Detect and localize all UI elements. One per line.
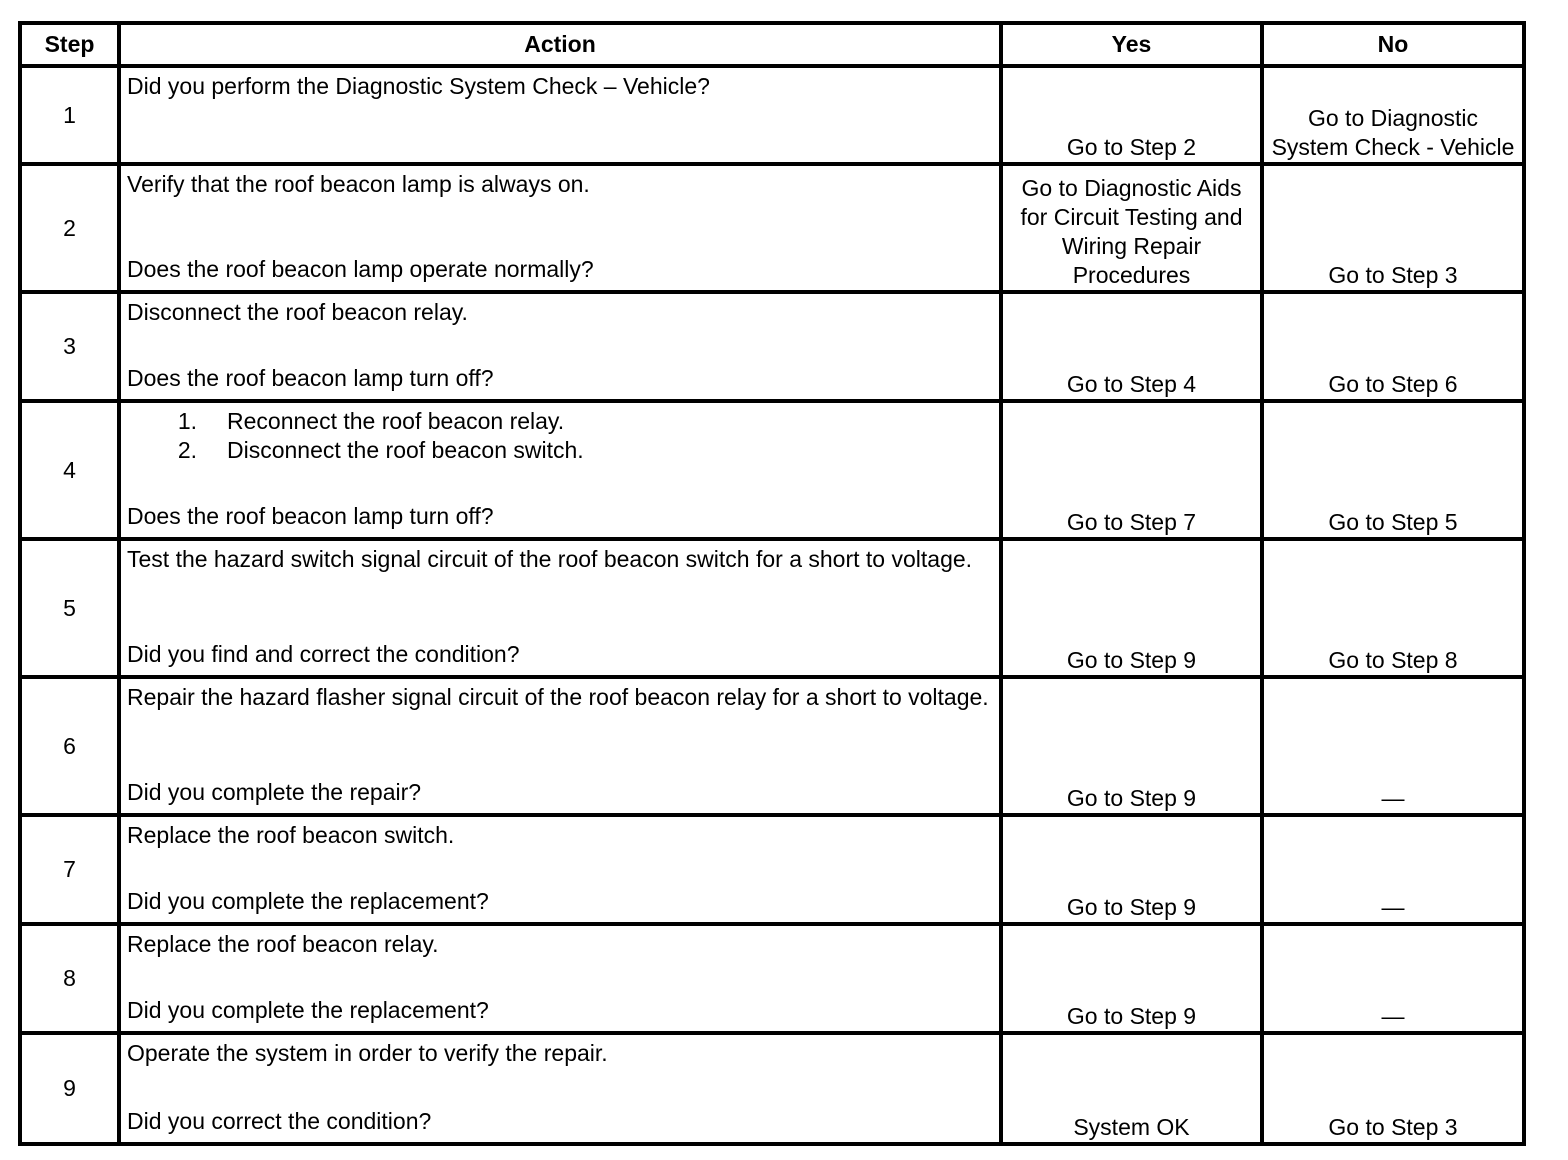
action-question: Did you complete the replacement? <box>127 997 489 1023</box>
action-cell <box>119 401 1001 539</box>
list-number: 1. <box>177 408 197 434</box>
action-cell <box>119 164 1001 292</box>
table-row <box>20 401 1524 539</box>
action-question: Does the roof beacon lamp turn off? <box>127 365 494 391</box>
action-question: Did you find and correct the condition? <box>127 641 520 667</box>
step-number: 2 <box>20 164 119 292</box>
step-number: 5 <box>20 539 119 677</box>
table-row <box>20 539 1524 677</box>
no-result: Go to Step 6 <box>1262 292 1524 401</box>
step-number: 6 <box>20 677 119 815</box>
table-row <box>20 66 1524 164</box>
action-question: Did you complete the repair? <box>127 779 422 805</box>
list-text: Reconnect the roof beacon relay. <box>227 408 565 434</box>
header-no: No <box>1262 23 1524 66</box>
no-result: Go to Step 3 <box>1262 164 1524 292</box>
no-result: Go to Diagnostic System Check - Vehicle <box>1262 66 1524 164</box>
action-list <box>127 407 993 465</box>
action-text: Operate the system in order to verify the repair. <box>127 1040 608 1066</box>
table-row <box>20 677 1524 815</box>
action-cell <box>119 677 1001 815</box>
action-cell <box>119 815 1001 924</box>
step-number: 4 <box>20 401 119 539</box>
step-number: 8 <box>20 924 119 1033</box>
no-result: Go to Step 3 <box>1262 1033 1524 1144</box>
action-text: Repair the hazard flasher signal circuit of the roof beacon relay for a short to voltage. <box>127 684 989 710</box>
header-row <box>20 23 1524 66</box>
no-result: — <box>1262 924 1524 1033</box>
yes-result: Go to Step 7 <box>1001 401 1262 539</box>
no-result: Go to Step 5 <box>1262 401 1524 539</box>
step-number: 3 <box>20 292 119 401</box>
action-text: Verify that the roof beacon lamp is always on. <box>127 171 590 197</box>
action-text: Test the hazard switch signal circuit of the roof beacon switch for a short to voltage. <box>127 546 973 572</box>
yes-result: Go to Diagnostic Aids for Circuit Testing and Wiring Repair Procedures <box>1001 164 1262 292</box>
table-row <box>20 1033 1524 1144</box>
list-text: Disconnect the roof beacon switch. <box>227 437 584 463</box>
yes-result: System OK <box>1001 1033 1262 1144</box>
table-row <box>20 292 1524 401</box>
no-result: — <box>1262 677 1524 815</box>
action-text: Replace the roof beacon relay. <box>127 931 439 957</box>
action-cell <box>119 1033 1001 1144</box>
yes-result: Go to Step 9 <box>1001 677 1262 815</box>
header-step: Step <box>20 23 119 66</box>
action-question: Did you correct the condition? <box>127 1108 432 1134</box>
step-number: 1 <box>20 66 119 164</box>
list-item <box>127 436 993 465</box>
yes-result: Go to Step 9 <box>1001 924 1262 1033</box>
action-question: Does the roof beacon lamp turn off? <box>127 503 494 529</box>
step-number: 9 <box>20 1033 119 1144</box>
action-text: Disconnect the roof beacon relay. <box>127 299 468 325</box>
diagnostic-table <box>18 21 1526 1146</box>
list-item <box>127 407 993 436</box>
action-text: Replace the roof beacon switch. <box>127 822 455 848</box>
action-text: Did you perform the Diagnostic System Check – Vehicle? <box>127 73 710 99</box>
no-result: — <box>1262 815 1524 924</box>
header-action: Action <box>119 23 1001 66</box>
action-cell <box>119 66 1001 164</box>
action-cell <box>119 924 1001 1033</box>
action-cell <box>119 539 1001 677</box>
table-body <box>20 66 1524 1144</box>
yes-result: Go to Step 9 <box>1001 539 1262 677</box>
action-question: Did you complete the replacement? <box>127 888 489 914</box>
step-number: 7 <box>20 815 119 924</box>
header-yes: Yes <box>1001 23 1262 66</box>
list-number: 2. <box>177 437 197 463</box>
no-result: Go to Step 8 <box>1262 539 1524 677</box>
table-row <box>20 924 1524 1033</box>
table-row <box>20 815 1524 924</box>
yes-result: Go to Step 9 <box>1001 815 1262 924</box>
table-row <box>20 164 1524 292</box>
yes-result: Go to Step 2 <box>1001 66 1262 164</box>
yes-result: Go to Step 4 <box>1001 292 1262 401</box>
action-question: Does the roof beacon lamp operate normally? <box>127 256 594 282</box>
action-cell <box>119 292 1001 401</box>
